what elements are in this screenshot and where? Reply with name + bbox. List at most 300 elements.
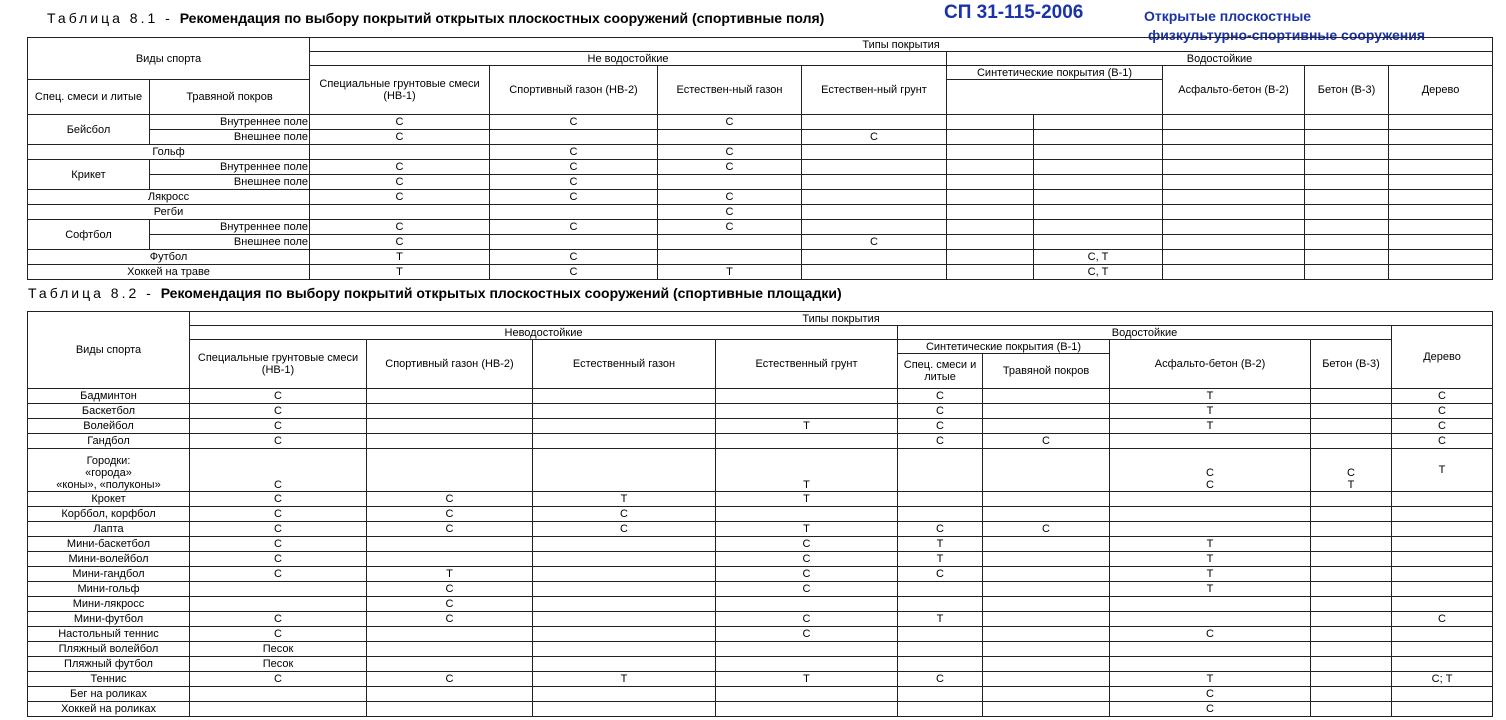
t1-cell: С bbox=[658, 145, 802, 160]
t1-cell: С bbox=[490, 160, 658, 175]
table-row bbox=[28, 449, 1493, 492]
table-row bbox=[28, 389, 1493, 404]
t2-cell bbox=[1392, 522, 1493, 537]
t1-cell bbox=[310, 205, 490, 220]
t2-cell bbox=[716, 507, 898, 522]
t1-cell: С bbox=[490, 175, 658, 190]
table-row bbox=[28, 552, 1493, 567]
t1-cell bbox=[1389, 265, 1493, 280]
t1-cell bbox=[490, 205, 658, 220]
t2-cell bbox=[716, 597, 898, 612]
t1-cell bbox=[1305, 175, 1389, 190]
t2-cell bbox=[1392, 567, 1493, 582]
t2-cell bbox=[716, 404, 898, 419]
t2-cell bbox=[983, 404, 1110, 419]
t2-cell: Т bbox=[1110, 672, 1311, 687]
t2-sport-label: Баскетбол bbox=[28, 404, 190, 419]
t2-cell bbox=[1392, 552, 1493, 567]
t2-cell bbox=[190, 687, 367, 702]
t2-cell bbox=[1110, 657, 1311, 672]
t2-header-nonwater: Неводостойкие bbox=[190, 326, 898, 340]
t1-header-sports: Виды спорта bbox=[28, 38, 310, 80]
t1-cell bbox=[1163, 220, 1305, 235]
table-row bbox=[28, 657, 1493, 672]
t2-cell: С bbox=[898, 404, 983, 419]
t2-cell bbox=[1392, 507, 1493, 522]
table-8-2-title bbox=[28, 285, 842, 301]
table-row bbox=[28, 265, 1493, 280]
t1-sub-label: Внешнее поле bbox=[150, 235, 310, 250]
t2-cell bbox=[1311, 702, 1392, 717]
table-row bbox=[28, 702, 1493, 717]
t1-cell bbox=[1163, 160, 1305, 175]
t2-header-nv1: Специальные грунтовые смеси (НВ-1) bbox=[190, 340, 367, 389]
t1-cell bbox=[658, 130, 802, 145]
t2-sport-label: Мини-баскетбол bbox=[28, 537, 190, 552]
t2-cell bbox=[367, 537, 533, 552]
t1-cell: С bbox=[310, 220, 490, 235]
t2-cell bbox=[1311, 627, 1392, 642]
t1-cell: С bbox=[802, 130, 947, 145]
t1-cell bbox=[1305, 130, 1389, 145]
t1-cell bbox=[1305, 220, 1389, 235]
t1-cell bbox=[947, 145, 1034, 160]
t2-cell bbox=[367, 702, 533, 717]
t1-cell: С bbox=[310, 235, 490, 250]
table-row bbox=[28, 537, 1493, 552]
t1-cell bbox=[947, 115, 1034, 130]
t2-cell: Т bbox=[533, 672, 716, 687]
t2-cell: Т bbox=[716, 449, 898, 492]
t2-sport-label: Лапта bbox=[28, 522, 190, 537]
t2-cell bbox=[898, 687, 983, 702]
t1-cell bbox=[802, 190, 947, 205]
t2-cell: С bbox=[898, 419, 983, 434]
t1-header-nv2: Спортивный газон (НВ-2) bbox=[490, 66, 658, 115]
t1-cell bbox=[947, 265, 1034, 280]
t2-cell: С bbox=[1392, 389, 1493, 404]
t1-cell bbox=[1305, 235, 1389, 250]
t2-header-types: Типы покрытия bbox=[190, 312, 1493, 326]
t2-cell: С bbox=[190, 567, 367, 582]
t2-cell bbox=[533, 687, 716, 702]
t1-cell bbox=[947, 190, 1034, 205]
t1-cell bbox=[947, 130, 1034, 145]
t2-cell bbox=[983, 567, 1110, 582]
t2-cell: Т bbox=[716, 492, 898, 507]
t2-cell bbox=[1311, 552, 1392, 567]
table-8-1-title bbox=[47, 10, 824, 26]
t2-cell bbox=[1110, 507, 1311, 522]
t2-cell bbox=[898, 582, 983, 597]
t1-cell: С bbox=[310, 160, 490, 175]
t1-cell bbox=[1389, 145, 1493, 160]
t2-cell: С bbox=[898, 434, 983, 449]
t2-cell: С bbox=[190, 507, 367, 522]
t2-cell bbox=[716, 389, 898, 404]
t2-cell bbox=[1311, 537, 1392, 552]
t2-sport-label: Пляжный футбол bbox=[28, 657, 190, 672]
t1-cell bbox=[802, 250, 947, 265]
t2-cell bbox=[367, 552, 533, 567]
table-row bbox=[28, 597, 1493, 612]
t2-cell: Т bbox=[1392, 449, 1493, 492]
t2-cell bbox=[983, 582, 1110, 597]
t1-group-label: Бейсбол bbox=[28, 115, 150, 145]
t1-cell: С bbox=[310, 190, 490, 205]
t1-sub-label: Внешнее поле bbox=[150, 130, 310, 145]
t2-cell bbox=[1110, 597, 1311, 612]
t2-cell: С bbox=[367, 672, 533, 687]
table-row bbox=[28, 190, 1493, 205]
t2-cell: С bbox=[716, 567, 898, 582]
t2-cell: С bbox=[898, 522, 983, 537]
t2-cell bbox=[533, 404, 716, 419]
t2-cell bbox=[367, 404, 533, 419]
t1-cell bbox=[1389, 115, 1493, 130]
table-row bbox=[28, 175, 1493, 190]
table-8-1-title-text: Рекомендация по выбору покрытий открытых плоскостных сооружений (спортивные поля) bbox=[179, 10, 825, 26]
t2-sport-label: Пляжный волейбол bbox=[28, 642, 190, 657]
t2-cell bbox=[1110, 492, 1311, 507]
t2-cell bbox=[533, 582, 716, 597]
t1-cell: С, Т bbox=[1034, 250, 1163, 265]
t1-cell: С bbox=[490, 220, 658, 235]
t2-cell bbox=[1311, 642, 1392, 657]
table-row bbox=[28, 404, 1493, 419]
t2-sport-label: Теннис bbox=[28, 672, 190, 687]
t1-cell bbox=[1034, 145, 1163, 160]
t1-header-nat-soil: Естествен-ный грунт bbox=[802, 66, 947, 115]
table-row bbox=[28, 507, 1493, 522]
t2-cell bbox=[1311, 612, 1392, 627]
t1-cell bbox=[1389, 160, 1493, 175]
t2-cell bbox=[898, 657, 983, 672]
t2-cell bbox=[1311, 507, 1392, 522]
t2-header-water: Водостойкие bbox=[898, 326, 1392, 340]
t1-cell bbox=[1305, 145, 1389, 160]
t1-cell bbox=[947, 235, 1034, 250]
t2-cell bbox=[716, 702, 898, 717]
t2-cell bbox=[1392, 687, 1493, 702]
t2-cell bbox=[1311, 567, 1392, 582]
t1-cell bbox=[658, 250, 802, 265]
t2-header-synth: Синтетические покрытия (В-1) bbox=[898, 340, 1110, 354]
t1-header-asph: Асфальто-бетон (В-2) bbox=[1163, 66, 1305, 115]
t2-header-sports: Виды спорта bbox=[28, 312, 190, 389]
t2-sport-label: Мини-футбол bbox=[28, 612, 190, 627]
t2-cell bbox=[983, 597, 1110, 612]
t1-cell: С bbox=[658, 205, 802, 220]
table-row bbox=[28, 205, 1493, 220]
t2-cell bbox=[898, 642, 983, 657]
t2-cell bbox=[190, 582, 367, 597]
t1-cell bbox=[1034, 220, 1163, 235]
t2-cell bbox=[533, 434, 716, 449]
t1-cell bbox=[1163, 250, 1305, 265]
t2-cell bbox=[1311, 419, 1392, 434]
t2-sport-label: Мини-гольф bbox=[28, 582, 190, 597]
t1-cell bbox=[490, 235, 658, 250]
t2-header-grass: Травяной покров bbox=[983, 354, 1110, 389]
header-line-1: Открытые плоскостные bbox=[1144, 8, 1312, 24]
t2-cell: С bbox=[898, 389, 983, 404]
t2-cell bbox=[983, 627, 1110, 642]
t1-cell bbox=[1034, 205, 1163, 220]
t2-cell: Т bbox=[716, 419, 898, 434]
t1-cell bbox=[1389, 220, 1493, 235]
t2-cell bbox=[898, 597, 983, 612]
t2-cell: Т bbox=[1110, 419, 1311, 434]
t2-cell: С bbox=[898, 672, 983, 687]
table-row bbox=[28, 160, 1493, 175]
t2-sport-label: Настольный теннис bbox=[28, 627, 190, 642]
t1-cell bbox=[1034, 235, 1163, 250]
t1-sub-label: Внутреннее поле bbox=[150, 160, 310, 175]
t1-sub-label: Внешнее поле bbox=[150, 175, 310, 190]
t2-cell: С bbox=[1392, 612, 1493, 627]
table-row bbox=[28, 612, 1493, 627]
t2-cell: Т bbox=[898, 612, 983, 627]
t1-header-water: Водостойкие bbox=[947, 52, 1493, 66]
t2-sport-label: Крокет bbox=[28, 492, 190, 507]
table-row bbox=[28, 627, 1493, 642]
table-row bbox=[28, 642, 1493, 657]
t2-header-asph: Асфальто-бетон (В-2) bbox=[1110, 340, 1311, 389]
table-row bbox=[28, 522, 1493, 537]
header-line-2: физкультурно-спортивные сооружения bbox=[1148, 27, 1426, 43]
t2-cell bbox=[1311, 687, 1392, 702]
t2-sport-label: Бег на роликах bbox=[28, 687, 190, 702]
table-row bbox=[28, 130, 1493, 145]
t1-cell bbox=[1034, 190, 1163, 205]
t1-cell: С bbox=[490, 265, 658, 280]
t1-cell bbox=[947, 175, 1034, 190]
t2-cell bbox=[1392, 537, 1493, 552]
t2-cell bbox=[1392, 657, 1493, 672]
t2-cell: Т bbox=[1110, 552, 1311, 567]
t1-cell: С bbox=[310, 115, 490, 130]
t2-cell bbox=[983, 507, 1110, 522]
t1-header-types: Типы покрытия bbox=[310, 38, 1493, 52]
t1-cell bbox=[802, 265, 947, 280]
t2-cell bbox=[983, 492, 1110, 507]
t2-cell: Песок bbox=[190, 642, 367, 657]
t2-cell: С bbox=[1392, 419, 1493, 434]
t2-cell: Т bbox=[716, 672, 898, 687]
t2-cell bbox=[1392, 597, 1493, 612]
t1-cell bbox=[1163, 190, 1305, 205]
t2-cell bbox=[983, 612, 1110, 627]
t1-group-label: Крикет bbox=[28, 160, 150, 190]
t1-cell bbox=[1305, 265, 1389, 280]
t2-cell bbox=[716, 642, 898, 657]
t1-header-nat-grass: Естествен-ный газон bbox=[658, 66, 802, 115]
t1-cell bbox=[658, 175, 802, 190]
t1-cell: С bbox=[658, 190, 802, 205]
t1-cell bbox=[1163, 145, 1305, 160]
t2-cell bbox=[367, 687, 533, 702]
t1-cell: С bbox=[490, 115, 658, 130]
t2-cell: С bbox=[1392, 434, 1493, 449]
t1-sport-label: Хоккей на траве bbox=[28, 265, 310, 280]
t1-cell: С bbox=[658, 115, 802, 130]
t1-cell: С bbox=[310, 175, 490, 190]
t2-cell bbox=[1392, 627, 1493, 642]
t2-cell: С С bbox=[1110, 449, 1311, 492]
t2-cell: С bbox=[716, 552, 898, 567]
t1-cell bbox=[802, 145, 947, 160]
t1-cell bbox=[947, 205, 1034, 220]
t2-cell bbox=[983, 552, 1110, 567]
t2-cell: С bbox=[1110, 687, 1311, 702]
t1-cell bbox=[658, 235, 802, 250]
t1-sport-label: Лякросс bbox=[28, 190, 310, 205]
t2-cell bbox=[983, 537, 1110, 552]
t1-cell bbox=[1163, 175, 1305, 190]
t2-cell: С bbox=[1110, 627, 1311, 642]
t2-cell bbox=[533, 597, 716, 612]
table-row bbox=[28, 115, 1493, 130]
t1-sport-label: Гольф bbox=[28, 145, 310, 160]
t1-cell bbox=[802, 220, 947, 235]
t2-cell bbox=[533, 537, 716, 552]
t2-header-nat-grass: Естественный газон bbox=[533, 340, 716, 389]
t2-cell bbox=[190, 702, 367, 717]
table-row bbox=[28, 145, 1493, 160]
t2-cell bbox=[367, 657, 533, 672]
table-8-1-prefix: Таблица 8.1 - bbox=[47, 10, 180, 26]
t2-cell: С bbox=[190, 389, 367, 404]
t2-cell: С bbox=[190, 492, 367, 507]
table-8-2-prefix: Таблица 8.2 - bbox=[28, 285, 161, 301]
t2-cell: С bbox=[190, 612, 367, 627]
table-row bbox=[28, 235, 1493, 250]
t2-cell: С bbox=[716, 582, 898, 597]
table-row bbox=[28, 434, 1493, 449]
table-row bbox=[28, 220, 1493, 235]
t2-cell bbox=[898, 702, 983, 717]
t1-cell bbox=[490, 130, 658, 145]
t2-cell bbox=[367, 389, 533, 404]
table-row bbox=[28, 492, 1493, 507]
t1-cell: С bbox=[310, 130, 490, 145]
t2-cell: Т bbox=[898, 537, 983, 552]
t1-cell: С bbox=[658, 160, 802, 175]
t2-cell: С bbox=[367, 492, 533, 507]
t1-header-wood: Дерево bbox=[1389, 66, 1493, 115]
t2-cell: С bbox=[367, 522, 533, 537]
t1-cell bbox=[947, 250, 1034, 265]
t2-sport-label: Городки: «города» «коны», «полуконы» bbox=[28, 449, 190, 492]
t2-cell: С bbox=[190, 552, 367, 567]
t1-cell: С, Т bbox=[1034, 265, 1163, 280]
t1-cell: С bbox=[490, 190, 658, 205]
t2-cell bbox=[1110, 642, 1311, 657]
table-row bbox=[28, 672, 1493, 687]
t2-sport-label: Мини-гандбол bbox=[28, 567, 190, 582]
table-8-2 bbox=[27, 311, 1493, 717]
t2-cell: С bbox=[533, 522, 716, 537]
t2-cell: Т bbox=[1110, 567, 1311, 582]
t2-cell bbox=[983, 657, 1110, 672]
t2-cell bbox=[533, 419, 716, 434]
t2-cell bbox=[983, 702, 1110, 717]
t2-cell: С bbox=[367, 582, 533, 597]
t1-cell bbox=[1389, 250, 1493, 265]
t2-cell: С bbox=[983, 522, 1110, 537]
t1-cell bbox=[1305, 115, 1389, 130]
t1-cell bbox=[947, 160, 1034, 175]
t1-cell bbox=[1163, 265, 1305, 280]
t2-cell bbox=[1311, 672, 1392, 687]
table-row bbox=[28, 687, 1493, 702]
t2-cell bbox=[190, 597, 367, 612]
t1-cell bbox=[947, 220, 1034, 235]
t2-cell: С bbox=[190, 449, 367, 492]
t2-cell: С bbox=[190, 537, 367, 552]
t1-cell: Т bbox=[658, 265, 802, 280]
t1-cell bbox=[1389, 190, 1493, 205]
t1-sport-label: Регби bbox=[28, 205, 310, 220]
t1-cell bbox=[1305, 250, 1389, 265]
t2-cell bbox=[533, 567, 716, 582]
table-row bbox=[28, 582, 1493, 597]
t2-sport-label: Мини-волейбол bbox=[28, 552, 190, 567]
t2-cell bbox=[367, 419, 533, 434]
t2-cell bbox=[898, 449, 983, 492]
t2-header-nv2: Спортивный газон (НВ-2) bbox=[367, 340, 533, 389]
t2-cell bbox=[533, 552, 716, 567]
t1-cell bbox=[802, 115, 947, 130]
t2-cell: С bbox=[716, 627, 898, 642]
t2-sport-label: Бадминтон bbox=[28, 389, 190, 404]
t2-cell: С bbox=[367, 612, 533, 627]
table-row bbox=[28, 419, 1493, 434]
t2-cell bbox=[533, 702, 716, 717]
t2-cell bbox=[716, 657, 898, 672]
t2-cell bbox=[533, 642, 716, 657]
t2-cell: С bbox=[190, 522, 367, 537]
t2-cell bbox=[716, 687, 898, 702]
t1-cell: С bbox=[490, 145, 658, 160]
t2-cell: С bbox=[190, 404, 367, 419]
t2-cell bbox=[1392, 582, 1493, 597]
t2-cell bbox=[1110, 434, 1311, 449]
t1-header-synth: Синтетические покрытия (В-1) bbox=[947, 66, 1163, 80]
t1-cell bbox=[1163, 130, 1305, 145]
t2-cell bbox=[1311, 404, 1392, 419]
t2-cell bbox=[367, 642, 533, 657]
t2-cell: С bbox=[190, 419, 367, 434]
t1-cell bbox=[1389, 235, 1493, 250]
t1-cell bbox=[1034, 130, 1163, 145]
t2-cell: С bbox=[983, 434, 1110, 449]
t1-cell bbox=[1163, 115, 1305, 130]
t2-cell bbox=[1311, 389, 1392, 404]
t2-sport-label: Мини-лякросс bbox=[28, 597, 190, 612]
t1-cell: С bbox=[802, 235, 947, 250]
t2-cell bbox=[533, 657, 716, 672]
t2-cell bbox=[1311, 492, 1392, 507]
t2-cell: С bbox=[367, 597, 533, 612]
t2-cell: Т bbox=[1110, 389, 1311, 404]
t2-cell: Т bbox=[1110, 404, 1311, 419]
t1-cell bbox=[1163, 205, 1305, 220]
t2-cell bbox=[367, 449, 533, 492]
t2-sport-label: Гандбол bbox=[28, 434, 190, 449]
t1-cell bbox=[1389, 205, 1493, 220]
